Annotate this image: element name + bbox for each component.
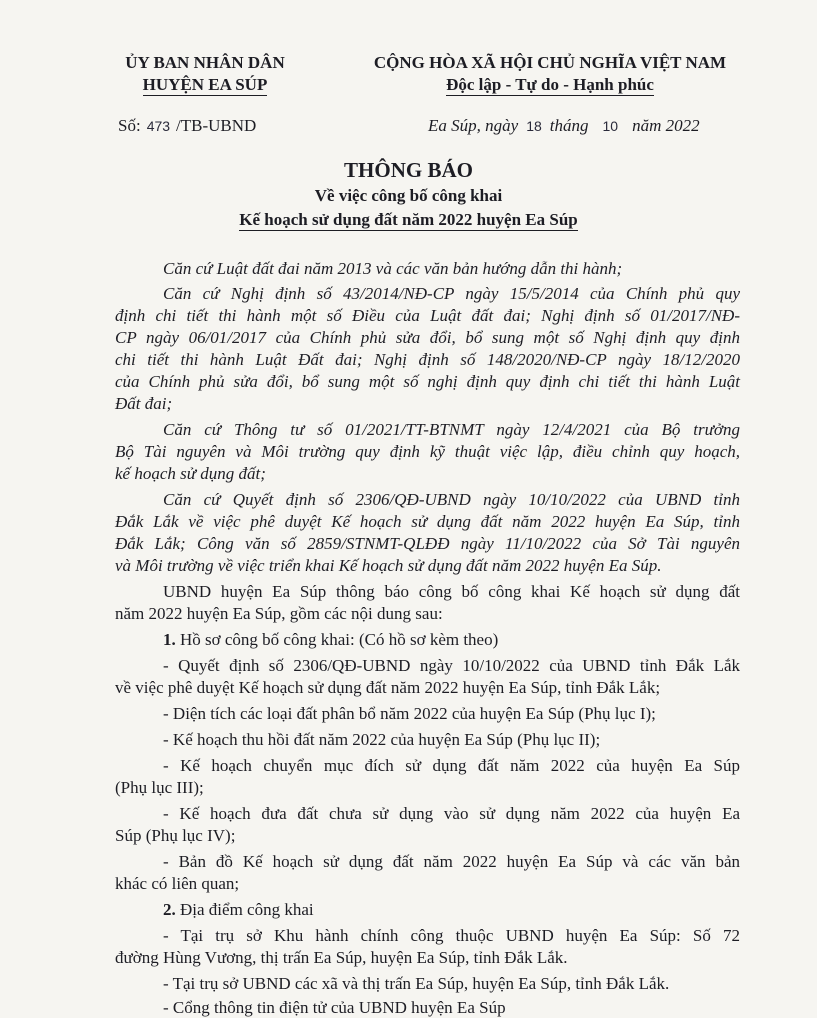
doc-number-suffix: /TB-UBND [176,116,257,135]
date-place: Ea Súp, ngày [428,116,519,135]
body-line: - Kế hoạch thu hồi đất năm 2022 của huyện Ea Súp (Phụ lục II); [163,730,601,749]
doc-number-prefix: Số: [118,116,141,135]
body-line: - Kế hoạch chuyển mục đích sử dụng đất năm 2022 của huyện Ea Súp [163,756,740,775]
body-line: - Bản đồ Kế hoạch sử dụng đất năm 2022 huyện Ea Súp và các văn bản [163,852,740,871]
body-line: - Cổng thông tin điện tử của UBND huyện Ea Súp [163,998,506,1017]
body-line: Căn cứ Thông tư số 01/2021/TT-BTNMT ngày 12/4/2021 của Bộ trưởng [163,420,740,439]
body-line: Căn cứ Nghị định số 43/2014/NĐ-CP ngày 15/5/2014 của Chính phủ quy [163,284,740,303]
body-line: về việc phê duyệt Kế hoạch sử dụng đất năm 2022 huyện Ea Súp, tỉnh Đắk Lắk; [115,678,661,697]
document-subtitle-2 [0,210,817,231]
nation-header [330,52,770,96]
section-number: 1. [163,630,176,649]
body-line: Căn cứ Luật đất đai năm 2013 và các văn bản hướng dẫn thi hành; [163,259,623,278]
section-number: 2. [163,900,176,919]
body-line: - Diện tích các loại đất phân bổ năm 2022 của huyện Ea Súp (Phụ lục I); [163,704,656,723]
body-line: khác có liên quan; [115,874,240,893]
nation-line1: CỘNG HÒA XÃ HỘI CHỦ NGHĨA VIỆT NAM [373,53,727,72]
document-subtitle-1: Về việc công bố công khai [314,186,503,205]
date-day: 18 [526,118,542,134]
body-line: - Tại trụ sở Khu hành chính công thuộc UBND huyện Ea Súp: Số 72 [163,926,740,945]
body-line: đường Hùng Vương, thị trấn Ea Súp, huyện Ea Súp, tỉnh Đắk Lắk. [115,948,568,967]
agency-header [100,52,310,96]
body-line: định chi tiết thi hành một số Điều của Luật đất đai; Nghị định số 01/2017/NĐ- [115,306,740,325]
document-title: THÔNG BÁO [344,158,473,182]
nation-line2: Độc lập - Tự do - Hạnh phúc [446,75,654,94]
date-month-label: tháng [549,116,589,135]
body-line: - Kế hoạch đưa đất chưa sử dụng vào sử dụng năm 2022 của huyện Ea [163,804,740,823]
body-line: Súp (Phụ lục IV); [115,826,236,845]
body-line: của Chính phủ sửa đổi, bổ sung một số nghị định quy định chi tiết thi hành Luật [115,372,740,391]
section-heading: 2. Địa điểm công khai [163,900,314,919]
body-line: kế hoạch sử dụng đất; [115,464,266,483]
agency-line1: ỦY BAN NHÂN DÂN [125,53,285,72]
body-line: CP ngày 06/01/2017 của Chính phủ sửa đổi, bổ sung một số Nghị định quy định [115,328,740,347]
body-line: chi tiết thi hành Luật Đất đai; Nghị định số 148/2020/NĐ-CP ngày 18/12/2020 [115,350,740,369]
body-line: (Phụ lục III); [115,778,204,797]
body-line: Đắk Lắk; Công văn số 2859/STNMT-QLĐĐ ngày 11/10/2022 của Sở Tài nguyên [115,534,740,553]
body-line: Đắk Lắk về việc phê duyệt Kế hoạch sử dụng đất năm 2022 huyện Ea Súp, tỉnh [115,512,740,531]
body-line: Căn cứ Quyết định số 2306/QĐ-UBND ngày 10/10/2022 của UBND tỉnh [163,490,740,509]
date-year: năm 2022 [632,116,700,135]
agency-line2: HUYỆN EA SÚP [142,75,268,94]
body-line: năm 2022 huyện Ea Súp, gồm các nội dung sau: [115,604,443,623]
date-month: 10 [602,118,619,134]
body-line: - Quyết định số 2306/QĐ-UBND ngày 10/10/2022 của UBND tỉnh Đắk Lắk [163,656,740,675]
date-line [428,116,700,136]
body-line: UBND huyện Ea Súp thông báo công bố công khai Kế hoạch sử dụng đất [163,582,740,601]
body-line: Bộ Tài nguyên và Môi trường quy định kỹ thuật việc lập, điều chỉnh quy hoạch, [115,442,740,461]
doc-number-value: 473 [146,118,171,134]
document-number [118,116,256,136]
body-line: Đất đai; [115,394,173,413]
section-heading: 1. Hồ sơ công bố công khai: (Có hồ sơ kèm theo) [163,630,499,649]
subtitle-2-text: Kế hoạch sử dụng đất năm 2022 huyện Ea Súp [239,210,578,229]
body-line: và Môi trường về việc triển khai Kế hoạch sử dụng đất năm 2022 huyện Ea Súp. [115,556,662,575]
body-line: - Tại trụ sở UBND các xã và thị trấn Ea Súp, huyện Ea Súp, tỉnh Đắk Lắk. [163,974,670,993]
